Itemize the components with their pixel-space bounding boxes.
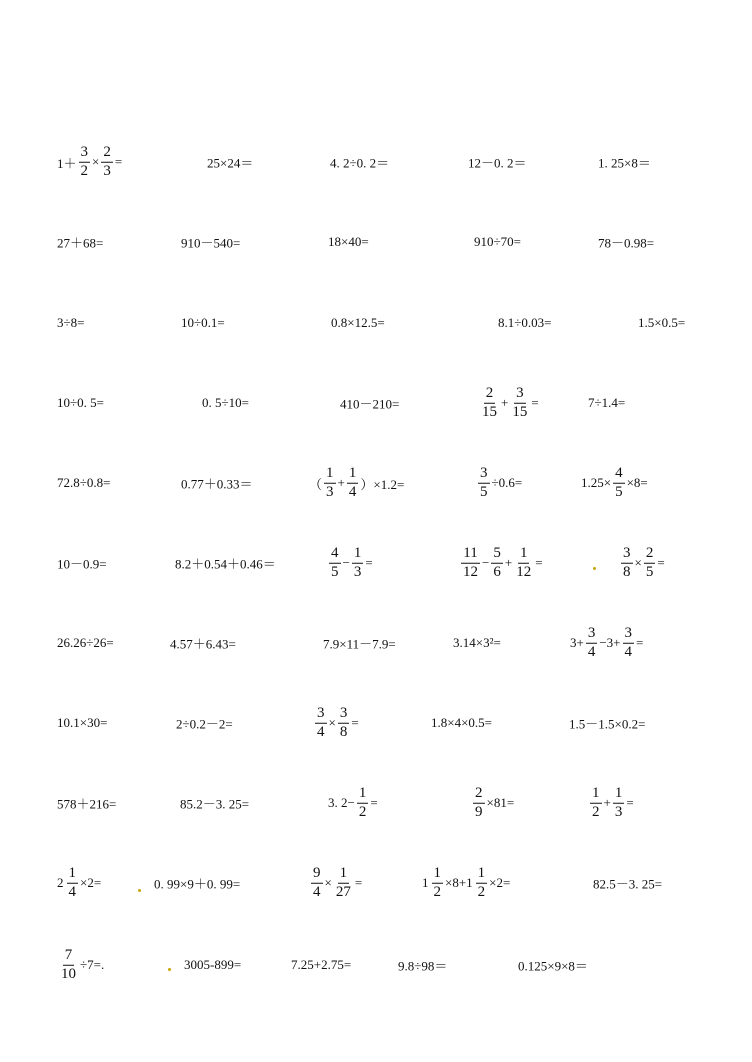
fraction [352, 546, 364, 581]
expression-text: 0.125×9×8＝ [518, 958, 588, 974]
problem-r6-c1 [57, 554, 107, 573]
speck-mark [593, 567, 596, 570]
problem-r9-c5 [588, 786, 634, 821]
fraction-numerator: 2 [484, 386, 496, 404]
expression-text: ×8= [626, 475, 648, 490]
fraction [432, 866, 444, 901]
expression-text: 7.25+2.75= [291, 957, 352, 972]
problem-r6-c4 [459, 546, 543, 581]
fraction-denominator: 3 [103, 162, 111, 179]
problem-r6-c3 [327, 546, 373, 581]
expression-text: 12－0. 2＝ [468, 155, 527, 171]
fraction-denominator: 2 [358, 803, 367, 820]
expression-text: 82.5－3. 25= [593, 876, 663, 892]
fraction-denominator: 3 [614, 803, 623, 820]
problem-r8-c3 [313, 706, 359, 741]
fraction [644, 546, 656, 581]
problem-r8-c4 [431, 715, 492, 731]
expression-text: 0.8×12.5= [331, 315, 385, 330]
fraction [324, 466, 336, 501]
fraction [613, 466, 625, 501]
expression-text: −3+ [599, 635, 621, 650]
expression-text: ×8+ [445, 875, 467, 890]
problem-r4-c5 [588, 395, 625, 411]
expression-text: （ [309, 476, 323, 492]
expression-text: ×2= [80, 875, 102, 890]
speck-mark [168, 968, 171, 971]
expression-text: 26.26÷26= [57, 635, 114, 650]
fraction-denominator: 3 [353, 563, 362, 580]
expression-text: 2÷0.2－2= [176, 716, 233, 732]
problem-r10-c5 [593, 874, 662, 893]
expression-text: 1. 25×8＝ [598, 155, 651, 171]
problem-r2-c4 [474, 234, 521, 250]
expression-text: ×2= [489, 875, 511, 890]
expression-text: 7÷1.4= [588, 395, 626, 410]
expression-text: = [114, 154, 123, 169]
fraction [357, 786, 369, 821]
expression-text: 410－210= [340, 396, 400, 412]
fraction-numerator: 1 [324, 466, 336, 484]
fraction-numerator: 3 [586, 626, 598, 644]
fraction [586, 626, 598, 661]
problem-r1-c5 [598, 153, 651, 172]
problem-r6-c2 [175, 554, 276, 573]
problem-r9-c2 [180, 794, 249, 813]
fraction-denominator: 4 [68, 883, 76, 900]
problem-r11-c3 [291, 957, 351, 973]
expression-text: + [337, 475, 345, 490]
fraction-denominator: 12 [516, 563, 532, 580]
fraction [315, 706, 327, 741]
expression-text: 4.57＋6.43= [170, 636, 236, 652]
fraction-numerator: 1 [357, 786, 369, 804]
expression-text: 3÷8= [57, 315, 85, 330]
expression-text: 0.77＋0.33＝ [181, 476, 253, 492]
expression-text: 910÷70= [474, 234, 521, 249]
fraction [491, 546, 503, 581]
fraction [79, 145, 91, 180]
fraction [59, 948, 78, 983]
expression-text: 4. 2÷0. 2＝ [330, 155, 390, 171]
expression-text: 1.5－1.5×0.2= [569, 716, 646, 732]
fraction [514, 546, 533, 581]
fraction-numerator: 1 [590, 786, 602, 804]
problem-r4-c2 [202, 395, 249, 411]
fraction-numerator: 3 [623, 626, 635, 644]
fraction [334, 866, 353, 901]
fraction [478, 466, 490, 501]
problem-r9-c4 [471, 786, 514, 821]
fraction-denominator: 12 [463, 563, 478, 580]
expression-text: 3+ [570, 635, 584, 650]
expression-text: 578＋216= [57, 796, 117, 812]
expression-text: 0. 99×9＋0. 99= [154, 876, 241, 892]
expression-text: × [92, 154, 100, 169]
fraction-denominator: 8 [623, 563, 631, 580]
fraction-denominator: 4 [348, 483, 357, 500]
problem-r7-c4 [453, 635, 501, 651]
expression-text: 3.14×3²= [453, 635, 501, 650]
expression-text: = [370, 795, 378, 810]
expression-text: 8.2＋0.54＋0.46＝ [175, 556, 276, 572]
fraction-numerator: 1 [352, 546, 364, 564]
fraction-numerator: 7 [63, 948, 75, 966]
fraction-numerator: 2 [101, 145, 113, 163]
fraction-numerator: 1 [476, 866, 488, 884]
problem-r11-c4 [398, 956, 447, 975]
problem-r10-c4 [422, 866, 510, 901]
expression-text: × [328, 715, 336, 730]
fraction-numerator: 3 [621, 546, 633, 564]
expression-text: = [636, 635, 644, 650]
expression-text: 1＋ [57, 155, 77, 171]
fraction-numerator: 4 [329, 546, 341, 564]
expression-text: = [354, 875, 363, 890]
fraction-denominator: 15 [482, 403, 497, 420]
fraction [311, 866, 323, 901]
expression-text: = [626, 795, 634, 810]
expression-text: 0. 5÷10= [202, 395, 249, 410]
expression-text: 1.8×4×0.5= [431, 715, 492, 730]
expression-text: 10÷0. 5= [57, 395, 104, 410]
expression-text: 910－540= [181, 235, 241, 251]
expression-text: = [351, 715, 359, 730]
problem-r3-c4 [498, 315, 551, 331]
fraction-numerator: 3 [514, 386, 526, 404]
fraction-denominator: 2 [80, 162, 89, 179]
expression-text: + [504, 555, 513, 570]
fraction-denominator: 2 [433, 883, 441, 900]
expression-text: 7.9×11－7.9= [323, 636, 396, 652]
problem-r2-c1 [57, 233, 103, 252]
fraction-numerator: 4 [613, 466, 625, 484]
fraction-denominator: 2 [477, 883, 486, 900]
expression-text: ×81= [486, 795, 515, 810]
problem-r5-c1 [57, 475, 110, 491]
problem-r4-c4 [478, 386, 539, 421]
mixed-number-whole: 1 [422, 875, 429, 890]
problem-r5-c5 [581, 466, 648, 501]
expression-text: 25×24＝ [207, 155, 254, 171]
problem-r7-c5 [570, 626, 643, 661]
problem-r5-c4 [476, 466, 522, 501]
expression-text: = [657, 555, 665, 570]
expression-text: 1.5×0.5= [638, 315, 686, 330]
problem-r8-c5 [569, 714, 645, 733]
fraction-numerator: 3 [478, 466, 490, 484]
fraction [329, 546, 341, 581]
fraction-denominator: 5 [645, 563, 654, 580]
problem-r7-c1 [57, 635, 114, 651]
problem-r1-c1 [57, 145, 122, 180]
expression-text: + [603, 795, 611, 810]
fraction [590, 786, 602, 821]
fraction-denominator: 4 [624, 643, 633, 660]
fraction-numerator: 1 [432, 866, 444, 884]
expression-text: − [482, 555, 490, 570]
expression-text: − [342, 555, 350, 570]
fraction [473, 786, 485, 821]
fraction-denominator: 5 [480, 483, 488, 500]
fraction-denominator: 5 [615, 483, 623, 500]
expression-text: 10.1×30= [57, 715, 108, 730]
fraction-numerator: 1 [347, 466, 359, 484]
fraction-denominator: 9 [475, 803, 483, 820]
fraction [338, 706, 350, 741]
problem-r3-c5 [638, 315, 685, 331]
fraction-numerator: 2 [473, 786, 485, 804]
fraction-denominator: 8 [339, 723, 348, 740]
problem-r3-c1 [57, 315, 84, 331]
fraction-denominator: 5 [331, 563, 339, 580]
fraction [623, 626, 635, 661]
fraction-numerator: 11 [461, 546, 479, 564]
expression-text: × [634, 555, 642, 570]
expression-text: × [324, 875, 332, 890]
problem-r1-c2 [207, 153, 253, 172]
problem-r9-c3 [328, 786, 378, 821]
expression-text: 72.8÷0.8= [57, 475, 111, 490]
expression-text: 3. 2− [328, 795, 355, 810]
mixed-number-whole: 1 [466, 875, 473, 890]
problem-r4-c1 [57, 395, 104, 411]
problem-r3-c2 [181, 315, 225, 331]
problem-r5-c3 [309, 466, 404, 501]
fraction-numerator: 1 [338, 866, 350, 884]
fraction-numerator: 2 [644, 546, 656, 564]
problem-r7-c3 [323, 634, 396, 653]
expression-text: ）×1.2= [360, 476, 405, 492]
expression-text: 1.25× [581, 475, 612, 490]
problem-r2-c2 [181, 233, 240, 252]
problem-r2-c3 [328, 234, 369, 250]
fraction-numerator: 3 [79, 145, 91, 163]
problem-r1-c3 [330, 153, 389, 172]
problem-r8-c1 [57, 715, 107, 731]
expression-text: = [365, 555, 373, 570]
fraction [101, 145, 113, 180]
expression-text: ÷0.6= [491, 475, 523, 490]
problem-r7-c2 [170, 634, 236, 653]
expression-text: = [531, 395, 539, 410]
fraction [67, 866, 79, 901]
fraction [621, 546, 633, 581]
fraction-denominator: 4 [587, 643, 596, 660]
expression-text: 27＋68= [57, 235, 104, 251]
problem-r11-c5 [518, 956, 588, 975]
problem-r2-c5 [598, 233, 654, 252]
fraction-denominator: 4 [317, 723, 325, 740]
fraction-numerator: 9 [311, 866, 323, 884]
fraction [480, 386, 499, 421]
expression-text: + [501, 395, 509, 410]
fraction-denominator: 3 [326, 483, 334, 500]
problem-r3-c3 [331, 315, 385, 331]
expression-text: 3005-899= [184, 957, 242, 972]
problem-r9-c1 [57, 794, 116, 813]
problem-r11-c2 [184, 957, 241, 973]
fraction-denominator: 10 [61, 965, 76, 982]
problem-r10-c1 [57, 866, 101, 901]
fraction-numerator: 1 [67, 866, 79, 884]
expression-text: ÷7=. [80, 957, 105, 972]
expression-text: 18×40= [328, 234, 369, 249]
expression-text: 9.8÷98＝ [398, 958, 448, 974]
fraction-numerator: 3 [338, 706, 350, 724]
fraction-denominator: 15 [512, 403, 528, 420]
problem-r6-c5 [619, 546, 665, 581]
fraction-numerator: 1 [518, 546, 530, 564]
speck-mark [138, 889, 141, 892]
expression-text: = [535, 555, 543, 570]
fraction [613, 786, 625, 821]
problem-r11-c1 [57, 948, 104, 983]
fraction-denominator: 27 [335, 883, 351, 900]
fraction-denominator: 4 [313, 883, 321, 900]
fraction-denominator: 6 [493, 563, 501, 580]
expression-text: 78－0.98= [598, 235, 655, 251]
fraction [347, 466, 359, 501]
problem-r1-c4 [468, 153, 527, 172]
expression-text: 10÷0.1= [181, 315, 225, 330]
fraction [461, 546, 480, 581]
problem-r10-c2 [154, 874, 240, 893]
fraction-numerator: 3 [315, 706, 327, 724]
fraction-denominator: 2 [592, 803, 600, 820]
problem-r10-c3 [309, 866, 362, 901]
mixed-number-whole: 2 [57, 875, 64, 890]
problem-r5-c2 [181, 474, 253, 493]
fraction [476, 866, 488, 901]
problem-r8-c2 [176, 714, 233, 733]
problem-r4-c3 [340, 394, 399, 413]
expression-text: 85.2－3. 25= [180, 796, 250, 812]
fraction [510, 386, 529, 421]
expression-text: 8.1÷0.03= [498, 315, 552, 330]
fraction-numerator: 1 [613, 786, 625, 804]
expression-text: 10－0.9= [57, 556, 107, 572]
fraction-numerator: 5 [491, 546, 503, 564]
